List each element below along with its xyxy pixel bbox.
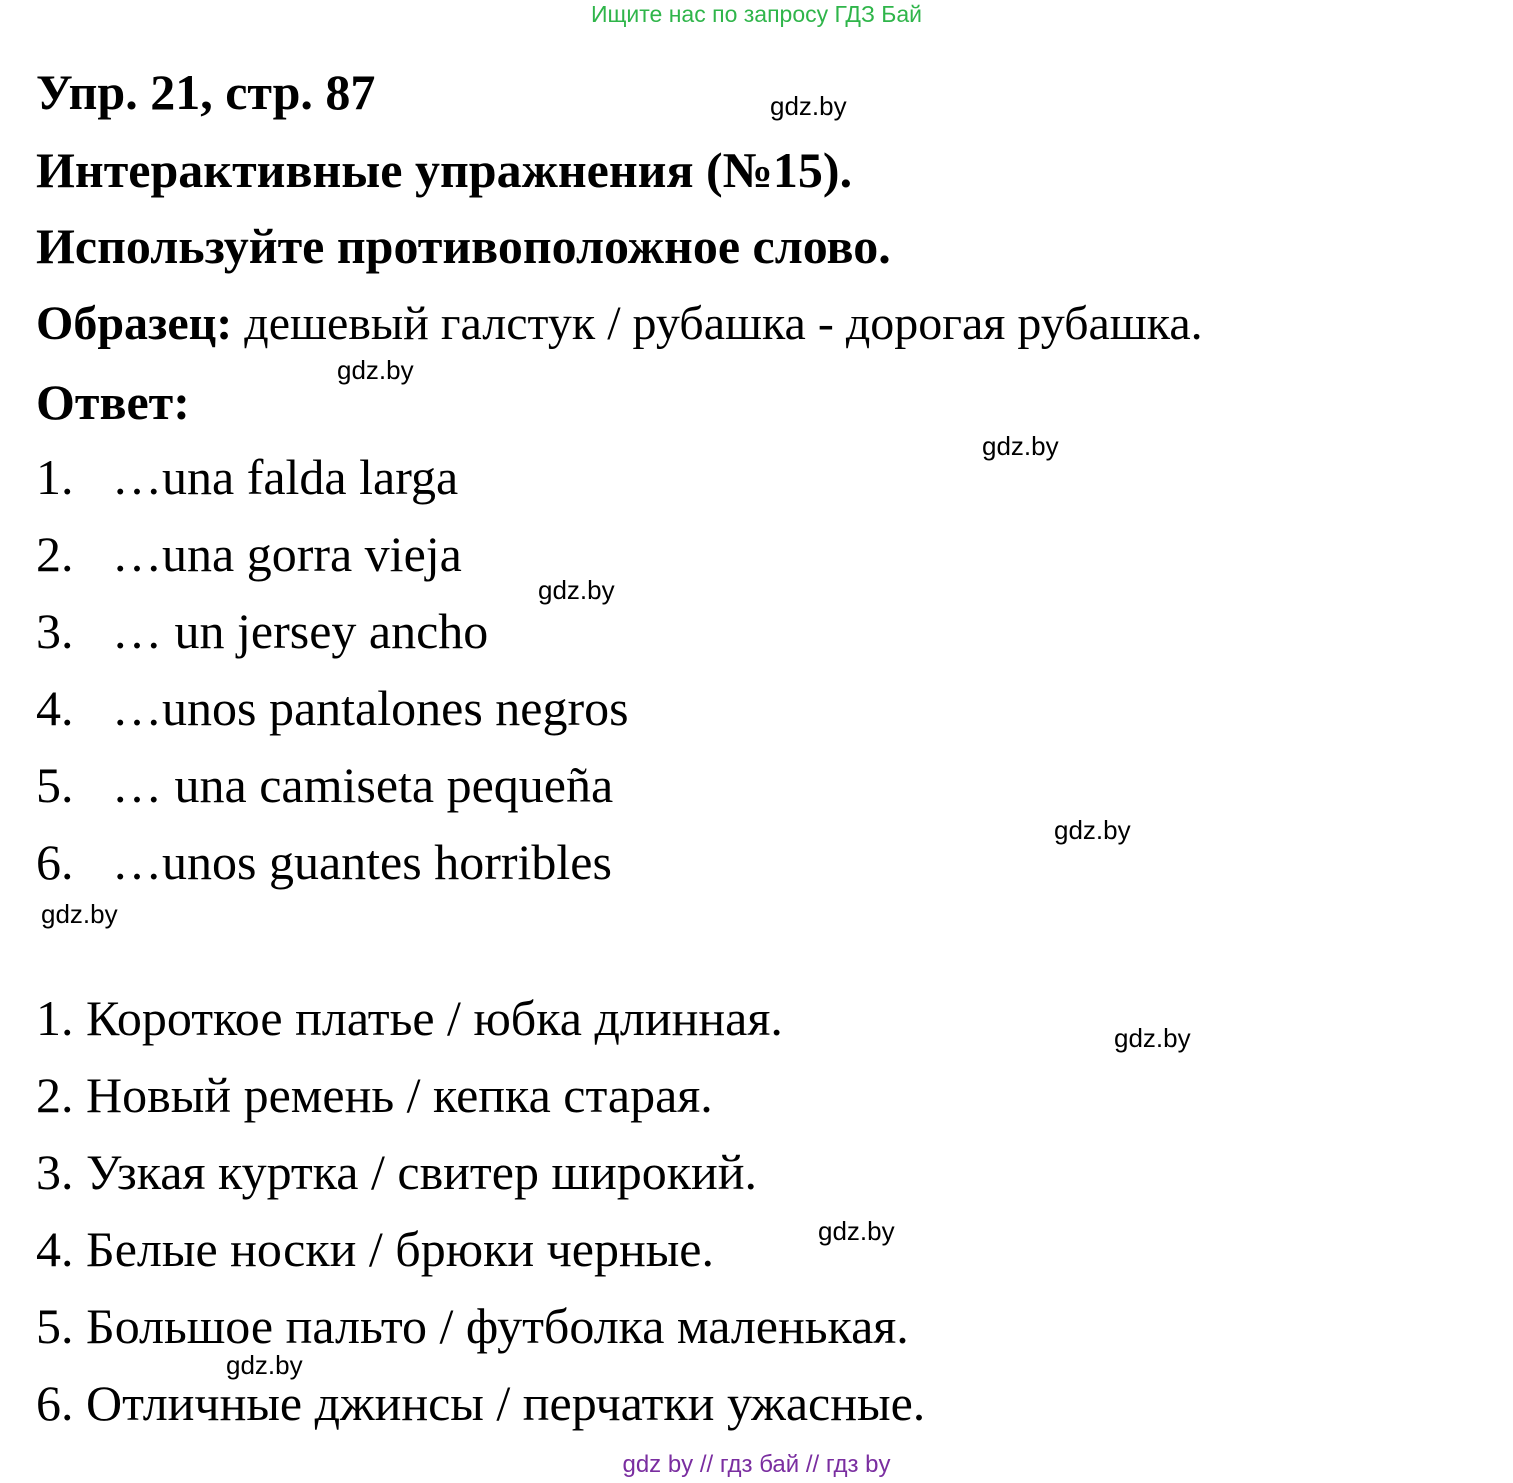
task-instruction: Используйте противоположное слово. <box>36 218 891 274</box>
translation-line: 5. Большое пальто / футболка маленькая. <box>36 1298 909 1354</box>
sample-line <box>36 294 1203 354</box>
translation-line: 1. Короткое платье / юбка длинная. <box>36 990 783 1046</box>
watermark: gdz.by <box>1114 1023 1191 1053</box>
watermark: gdz.by <box>226 1350 303 1380</box>
list-item <box>36 832 612 892</box>
watermark: gdz.by <box>1054 815 1131 845</box>
watermark: gdz.by <box>337 355 414 385</box>
list-text: …una gorra vieja <box>112 526 462 582</box>
list-item <box>36 678 629 738</box>
page-title: Упр. 21, стр. 87 <box>36 64 376 120</box>
list-number: 3. <box>36 603 74 659</box>
translation-line: 3. Узкая куртка / свитер широкий. <box>36 1144 758 1200</box>
translation-line: 2. Новый ремень / кепка старая. <box>36 1067 713 1123</box>
list-item <box>36 524 462 584</box>
list-text: … una camiseta pequeña <box>112 757 614 813</box>
translation-line: 6. Отличные джинсы / перчатки ужасные. <box>36 1375 926 1431</box>
list-text: …unos guantes horribles <box>112 834 612 890</box>
watermark: gdz.by <box>538 575 615 605</box>
watermark: gdz.by <box>770 91 847 121</box>
list-text: …unos pantalones negros <box>112 680 629 736</box>
list-item <box>36 601 488 661</box>
sample-text: дешевый галстук / рубашка - дорогая рубашка. <box>244 297 1203 350</box>
answer-label: Ответ: <box>36 374 190 430</box>
watermark: gdz.by <box>41 899 118 929</box>
watermark: gdz.by <box>982 431 1059 461</box>
list-number: 6. <box>36 834 74 890</box>
translation-line: 4. Белые носки / брюки черные. <box>36 1221 715 1277</box>
list-text: …una falda larga <box>112 449 459 505</box>
exercise-subtitle: Интерактивные упражнения (№15). <box>36 142 853 198</box>
list-number: 4. <box>36 680 74 736</box>
list-number: 2. <box>36 526 74 582</box>
list-item <box>36 755 613 815</box>
list-item <box>36 447 458 507</box>
list-number: 5. <box>36 757 74 813</box>
list-number: 1. <box>36 449 74 505</box>
sample-label: Образец: <box>36 297 233 350</box>
top-banner: Ищите нас по запросу ГДЗ Бай <box>590 1 923 27</box>
list-text: … un jersey ancho <box>112 603 489 659</box>
watermark: gdz.by <box>818 1216 895 1246</box>
footer-watermark: gdz by // гдз бай // гдз by <box>622 1451 891 1478</box>
